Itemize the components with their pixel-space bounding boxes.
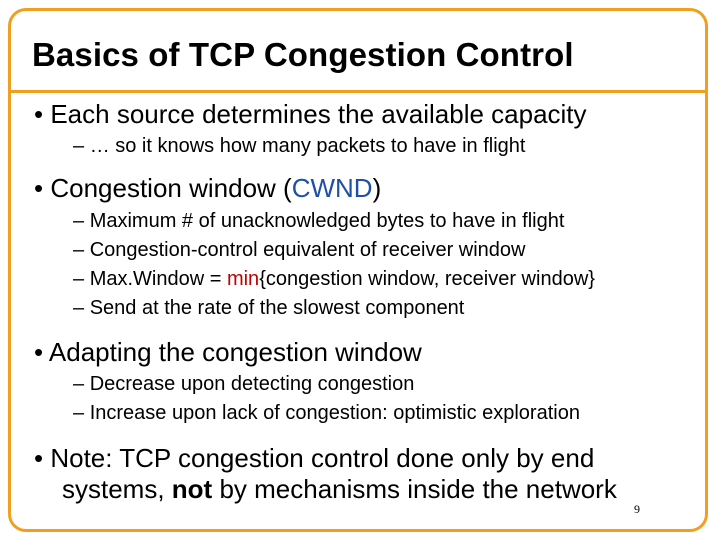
sub-marker: – [73, 239, 85, 261]
bullet-text-after: ) [372, 173, 382, 203]
note-text-after: by mechanisms inside the network [212, 474, 617, 504]
sub-bullet-increase [73, 401, 580, 425]
sub-marker: – [73, 297, 85, 319]
sub-text: Maximum # of unacknowledged bytes to have in flight [89, 210, 565, 232]
note-emphasis-not: not [171, 474, 213, 504]
slide-title: Basics of TCP Congestion Control [32, 36, 574, 73]
sub-text: Send at the rate of the slowest component [89, 297, 465, 319]
sub-text: Congestion-control equivalent of receiver window [89, 239, 526, 261]
bullet-note-continuation [62, 474, 617, 505]
sub-marker: – [73, 135, 85, 157]
bullet-marker: • [34, 443, 44, 473]
note-text-before: systems, [62, 474, 172, 504]
sub-text: Increase upon lack of congestion: optimistic exploration [89, 402, 580, 424]
sub-marker: – [73, 210, 85, 232]
bullet-marker: • [34, 337, 44, 367]
sub-bullet-slowest-component [73, 296, 464, 320]
bullet-text-line1: Note: TCP congestion control done only by end [50, 443, 595, 473]
sub-marker: – [73, 402, 85, 424]
bullet-text-before: Congestion window ( [50, 173, 292, 203]
bullet-text: Each source determines the available capacity [50, 99, 587, 129]
sub-bullet-decrease [73, 372, 414, 396]
bullet-available-capacity [34, 99, 587, 130]
bullet-marker: • [34, 173, 44, 203]
min-highlight: min [226, 268, 260, 290]
sub-bullet-max-window-formula [73, 267, 595, 291]
sub-text: … so it knows how many packets to have in flight [89, 135, 526, 157]
sub-marker: – [73, 268, 85, 290]
sub-marker: – [73, 373, 85, 395]
bullet-congestion-window [34, 173, 381, 204]
sub-text-before: Max.Window = [89, 268, 227, 290]
sub-text: Decrease upon detecting congestion [89, 373, 415, 395]
bullet-note [34, 443, 594, 474]
sub-bullet-receiver-window-equivalent [73, 238, 525, 262]
bullet-text: Adapting the congestion window [48, 337, 422, 367]
page-number: 9 [634, 502, 640, 516]
sub-bullet-packets-in-flight [73, 134, 525, 158]
bullet-marker: • [34, 99, 44, 129]
bullet-adapting-window [34, 337, 422, 368]
sub-text-after: {congestion window, receiver window} [259, 268, 595, 290]
title-divider [8, 90, 708, 93]
sub-bullet-max-unacked [73, 209, 564, 233]
cwnd-highlight: CWND [291, 173, 373, 203]
